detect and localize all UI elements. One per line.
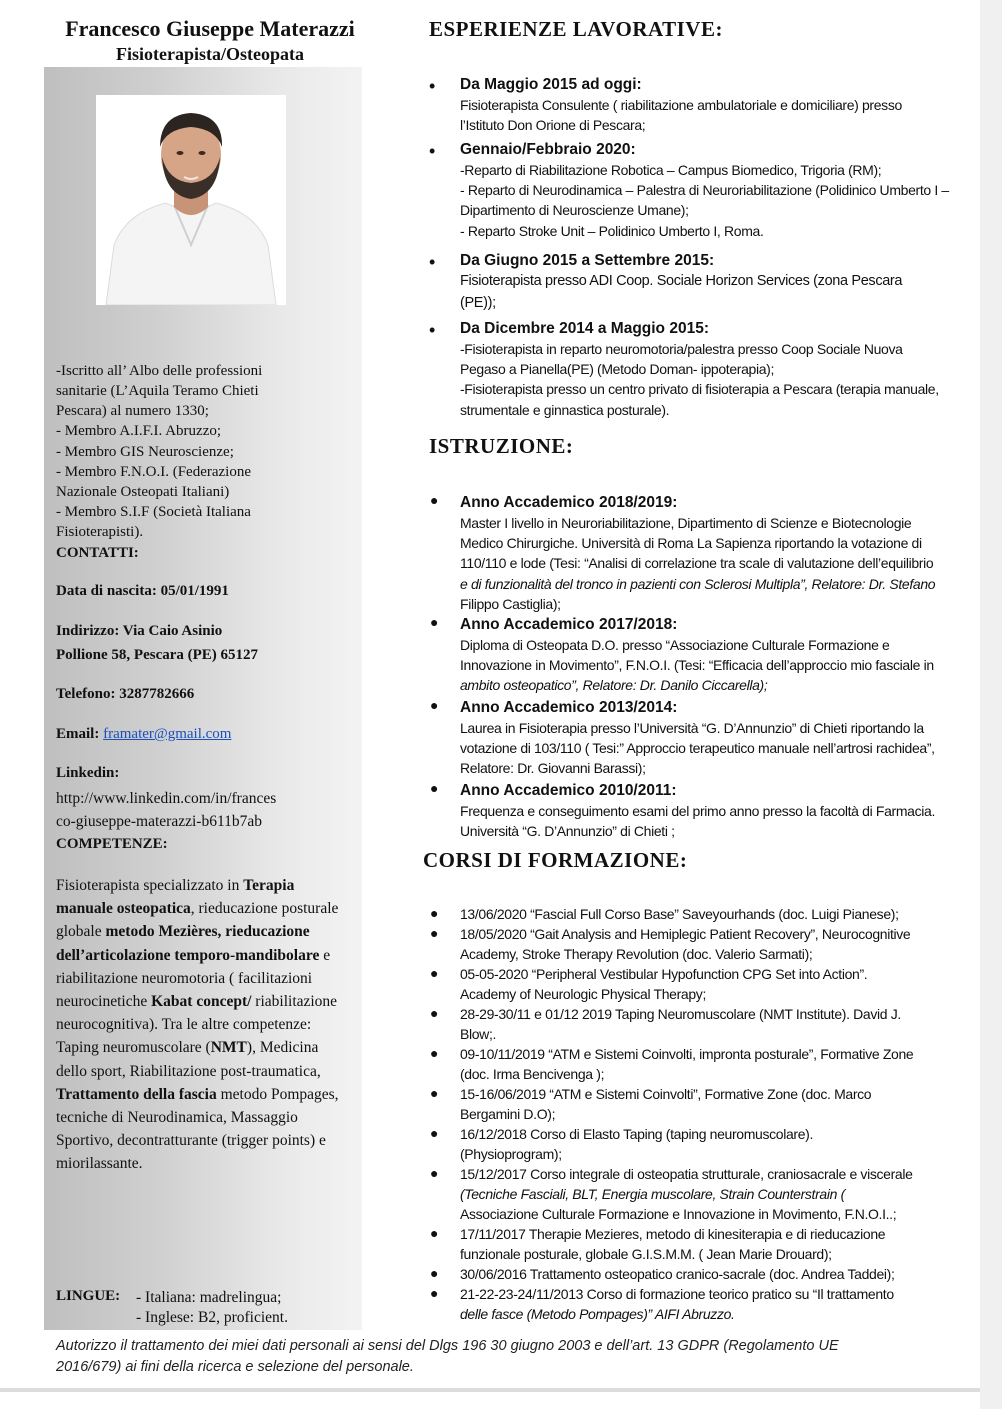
skills-title: COMPETENZE: [56,836,168,852]
course-line: 21-22-23-24/11/2013 Corso di formazione teorico pratico su “Il trattamento [460,1286,894,1302]
bullet-icon: • [429,320,436,340]
albo-line-1: -Iscritto all’ Albo delle professioni [56,363,263,379]
education-line: Laurea in Fisioterapia presso l’Università “G. D’Annunzio” di Chieti riportando la [460,720,924,736]
course-line: 18/05/2020 “Gait Analysis and Hemiplegic Patient Recovery”, Neurocognitive [460,926,911,942]
experience-line: -Reparto di Riabilitazione Robotica – Campus Biomedico, Trigoria (RM); [460,162,882,178]
course-line: 17/11/2017 Therapie Mezieres, metodo di kinesiterapia e di rieducazione [460,1226,886,1242]
education-line: 110/110 e lode (Tesi: “Analisi di correlazione tra scale di valutazione dell’equilibrio [460,555,934,572]
albo-line-4: - Membro A.I.F.I. Abruzzo; [56,423,222,439]
skills-part: , rieducazione posturale globale [56,900,339,941]
course-line: 28-29-30/11 e 01/12 2019 Taping Neuromuscolare (NMT Institute). David J. [460,1006,901,1022]
experience-line: -Fisioterapista in reparto neuromotoria/palestra presso Coop Sociale Nuova [460,341,903,357]
phone: Telefono: 3287782666 [56,686,195,702]
courses-title: CORSI DI FORMAZIONE: [423,848,688,872]
cv-role: Fisioterapista/Osteopata [116,44,304,64]
bullet-icon: • [429,76,436,96]
contacts-title: CONTATTI: [56,545,139,561]
experience-line: - Reparto Stroke Unit – Polidinico Umberto I, Roma. [460,222,764,239]
experience-line: Dipartimento di Neuroscienze Umane); [460,202,689,219]
bullet-icon: ● [430,925,439,941]
education-line: Medico Chirurgiche. Università di Roma La Sapienza riportando la votazione di [460,535,922,552]
course-item [460,1004,965,1044]
bullet-icon: ● [430,1005,439,1021]
education-line: Università “G. D’Annunzio” di Chieti ; [460,823,675,840]
course-line: Academy, Stroke Therapy Revolution (doc. Valerio Sarmati); [460,946,813,963]
education-line: Innovazione in Movimento”, F.N.O.I. (Tesi: “Efficacia dell’approccio mio fasciale in [460,657,934,674]
privacy-line-2: 2016/679) ai fini della ricerca e selezione del personale. [56,1359,414,1375]
privacy-consent [56,1336,956,1378]
page-right-edge [980,0,1002,1409]
address-line-1: Indirizzo: Via Caio Asinio [56,623,223,639]
skills-part: metodo Mezières, rieducazione dell’articolazione temporo-mandibolare [56,923,320,964]
email-label: Email: [56,726,100,742]
course-line: funzionale posturale, globale G.I.S.M.M. ( Jean Marie Drouard); [460,1246,832,1263]
experience-date: Gennaio/Febbraio 2020: [460,141,636,158]
course-item [460,1084,965,1124]
education-line: Relatore: Dr. Giovanni Barassi); [460,760,646,777]
experience-item [460,250,965,314]
albo-line-5: - Membro GIS Neuroscienze; [56,444,234,460]
linkedin-url-1[interactable]: http://www.linkedin.com/in/frances [56,790,277,807]
bullet-icon: ● [430,614,439,630]
albo-line-3: Pescara) al numero 1330; [56,403,209,419]
skills-part: ), Medicina dello sport, Riabilitazione post-traumatica, [56,1039,321,1080]
bullet-icon: ● [430,697,439,713]
bullet-icon: ● [430,1265,439,1281]
skills-part: riabilitazione neurocognitiva). Tra le altre competenze: Taping neuromuscolare ( [56,993,338,1057]
education-item [460,614,965,696]
education-line: votazione di 103/110 ( Tesi:” Approccio terapeutico manuale nell’artrosi rachidea”, [460,740,935,757]
education-line: Filippo Castiglia); [460,595,561,612]
course-line: Bergamini D.O); [460,1106,556,1123]
education-title: ISTRUZIONE: [429,434,574,458]
experience-line: - Reparto di Neurodinamica – Palestra di Neuroriabilitazione (Polidinico Umberto I – [460,182,949,199]
course-item [460,1124,965,1164]
bullet-icon: ● [430,1045,439,1061]
course-line: 09-10/11/2019 “ATM e Sistemi Coinvolti, impronta posturale”, Formative Zone [460,1046,914,1062]
bullet-icon: ● [430,1085,439,1101]
bullet-icon: • [429,252,436,272]
course-item [460,904,965,924]
bullet-icon: ● [430,1125,439,1141]
experience-line: strumentale e ginnastica posturale). [460,401,670,418]
bullet-icon: ● [430,965,439,981]
experience-item [460,318,965,420]
experience-line: -Fisioterapista presso un centro privato di fisioterapia a Pescara (terapia manuale, [460,381,939,398]
bullet-icon: ● [430,492,439,508]
cv-name: Francesco Giuseppe Materazzi [65,16,355,41]
albo-line-2: sanitarie (L’Aquila Teramo Chieti [56,383,259,399]
bullet-icon: ● [430,905,439,921]
experience-line: Fisioterapista presso ADI Coop. Sociale Horizon Services (zona Pescara [460,273,903,289]
education-line: Diploma di Osteopata D.O. presso “Associazione Culturale Formazione e [460,637,890,653]
linkedin-url-2[interactable]: co-giuseppe-materazzi-b611b7ab [56,813,262,830]
albo-line-7: Nazionale Osteopati Italiani) [56,484,230,500]
bullet-icon: ● [430,1225,439,1241]
education-year: Anno Accademico 2017/2018: [460,616,678,633]
birth-date: Data di nascita: 05/01/1991 [56,583,229,599]
course-line: 30/06/2016 Trattamento osteopatico cranico-sacrale (doc. Andrea Taddei); [460,1266,895,1282]
education-item [460,780,965,841]
portrait-icon [96,95,286,305]
course-line: Blow;. [460,1026,497,1043]
education-year: Anno Accademico 2018/2019: [460,494,678,511]
skills-part: Terapia manuale osteopatica [56,877,295,918]
education-line: e di funzionalità del tronco in pazienti con Sclerosi Multipla”, Relatore: Dr. Stefano [460,575,936,592]
linkedin-label: Linkedin: [56,765,120,781]
course-line: Academy of Neurologic Physical Therapy; [460,986,706,1003]
page-bottom-edge [0,1388,982,1392]
skills-part: NMT [210,1039,247,1057]
albo-line-6: - Membro F.N.O.I. (Federazione [56,464,251,480]
education-line: ambito osteopatico”, Relatore: Dr. Danilo Ciccarella); [460,677,768,694]
experience-line: l’Istituto Don Orione di Pescara; [460,117,646,134]
course-line: (Tecniche Fasciali, BLT, Energia muscolare, Strain Counterstrain ( [460,1186,845,1203]
experience-line: Pegaso a Pianella(PE) (Metodo Doman- ippoterapia); [460,361,775,378]
education-year: Anno Accademico 2013/2014: [460,699,678,716]
experience-line: (PE)); [460,294,496,311]
course-line: 05-05-2020 “Peripheral Vestibular Hypofunction CPG Set into Action”. [460,966,868,982]
skills-part: Kabat concept/ [151,993,252,1011]
course-line: Associazione Culturale Formazione e Innovazione in Movimento, F.N.O.I..; [460,1206,897,1223]
education-line: Master I livello in Neuroriabilitazione, Dipartimento di Scienze e Biotecnologie [460,515,912,531]
experience-item [460,139,965,241]
course-line: 15/12/2017 Corso integrale di osteopatia strutturale, craniosacrale e viscerale [460,1166,913,1182]
experience-date: Da Maggio 2015 ad oggi: [460,76,642,93]
experience-date: Da Giugno 2015 a Settembre 2015: [460,252,715,269]
skills-part: e riabilitazione neuromotoria ( facilitazioni neurocinetiche [56,946,331,1011]
bullet-icon: • [429,141,436,161]
skills-part: metodo Pompages, tecniche di Neurodinamica, Massaggio Sportivo, decontratturante (trigger points) e miorilassante. [56,1085,339,1173]
course-item [460,1044,965,1084]
email-row [56,726,231,743]
course-line: delle fasce (Metodo Pompages)” AIFI Abruzzo. [460,1306,735,1323]
course-line: 13/06/2020 “Fascial Full Corso Base” Saveyourhands (doc. Luigi Pianese); [460,906,899,922]
course-item [460,964,965,1004]
experience-title: ESPERIENZE LAVORATIVE: [429,17,723,41]
language-2: - Inglese: B2, proficient. [136,1309,288,1326]
email-link[interactable]: framater@gmail.com [103,726,232,742]
bullet-icon: ● [430,1285,439,1301]
course-item [460,924,965,964]
language-1: - Italiana: madrelingua; [136,1289,282,1306]
skills-text [56,874,346,1176]
skills-part: Trattamento della fascia [56,1085,217,1103]
bullet-icon: ● [430,1165,439,1181]
address-line-2: Pollione 58, Pescara (PE) 65127 [56,647,259,663]
course-item [460,1264,965,1284]
skills-part: Fisioterapista specializzato in [56,877,244,894]
course-item [460,1164,965,1225]
course-line: 16/12/2018 Corso di Elasto Taping (taping neuromuscolare). [460,1126,814,1142]
bullet-icon: ● [430,780,439,796]
education-line: Frequenza e conseguimento esami del primo anno presso la facoltà di Farmacia. [460,803,935,819]
education-year: Anno Accademico 2010/2011: [460,782,677,799]
course-item [460,1284,965,1324]
experience-date: Da Dicembre 2014 a Maggio 2015: [460,320,709,337]
albo-line-9: Fisioterapisti). [56,524,144,540]
education-item [460,492,965,614]
experience-item [460,74,965,135]
albo-line-8: - Membro S.I.F (Società Italiana [56,504,251,520]
experience-line: Fisioterapista Consulente ( riabilitazione ambulatoriale e domiciliare) presso [460,97,902,113]
course-line: (Physioprogram); [460,1146,562,1163]
education-item [460,697,965,779]
profile-photo [96,95,286,305]
course-line: 15-16/06/2019 “ATM e Sistemi Coinvolti”, Formative Zone (doc. Marco [460,1086,872,1102]
course-line: (doc. Irma Bencivenga ); [460,1066,605,1083]
languages-label: LINGUE: [56,1288,121,1304]
course-item [460,1224,965,1264]
privacy-line-1: Autorizzo il trattamento dei miei dati personali ai sensi del Dlgs 196 30 giugno 2003 e dell’art. 13 GDPR (Regolamento UE [56,1338,839,1354]
